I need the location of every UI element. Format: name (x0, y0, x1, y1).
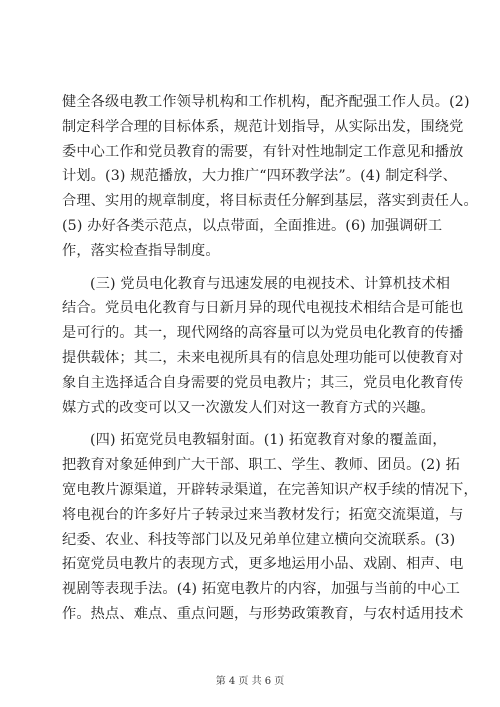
paragraph-2 (62, 272, 464, 421)
text-line: 计划。(3) 规范播放，大力推广“四环教学法”。(4) 制定科学、 (62, 168, 457, 185)
text-line: (三) 党员电化教育与迅速发展的电视技术、计算机技术相 (90, 275, 451, 292)
text-line: (5) 办好各类示范点，以点带面，全面推进。(6) 加强调研工 (62, 217, 443, 234)
document-body (62, 90, 478, 627)
page-number-footer: 第 4 页 共 6 页 (215, 676, 285, 687)
text-line: 提供载体；其二，未来电视所具有的信息处理功能可以使教育对 (62, 349, 464, 366)
text-line: 是可行的。其一，现代网络的高容量可以为党员电化教育的传播 (62, 325, 464, 342)
text-line: 视剧等表现手法。(4) 拓宽电教片的内容，加强与当前的中心工 (62, 581, 460, 598)
text-line: 象自主选择适合自身需要的党员电教片；其三，党员电化教育传 (62, 374, 464, 391)
paragraph-3 (62, 428, 478, 626)
text-line: 将电视台的许多好片子转录过来当教材发行；拓宽交流渠道，与 (62, 506, 464, 523)
text-line: 健全各级电教工作领导机构和工作机构，配齐配强工作人员。(2) (62, 94, 470, 110)
text-line: 作。热点、难点、重点问题，与形势政策教育，与农村适用技术 (62, 605, 464, 622)
text-line: 制定科学合理的目标体系，规范计划指导，从实际出发，围绕党 (62, 118, 464, 135)
text-line: 委中心工作和党员教育的需要，有针对性地制定工作意见和播放 (62, 143, 464, 160)
text-line: 宽电教片源渠道，开辟转录渠道，在完善知识产权手续的情况下， (62, 481, 478, 498)
text-line: (四) 拓宽党员电教辐射面。(1) 拓宽教育对象的覆盖面， (90, 432, 447, 449)
paragraph-1 (62, 90, 478, 264)
text-line: 拓宽党员电教片的表现方式，更多地运用小品、戏剧、相声、电 (62, 556, 464, 573)
text-line: 把教育对象延伸到广大干部、职工、学生、教师、团员。(2) 拓 (62, 457, 460, 474)
paragraph-spacer (62, 264, 448, 272)
text-line: 作，落实检查指导制度。 (62, 242, 220, 259)
text-line: 合理、实用的规章制度，将目标责任分解到基层，落实到责任人。 (62, 193, 478, 210)
text-line: 媒方式的改变可以又一次激发人们对这一教育方式的兴趣。 (62, 399, 435, 416)
text-line: 纪委、农业、科技等部门以及兄弟单位建立横向交流联系。(3) (62, 531, 456, 548)
text-line: 结合。党员电化教育与日新月异的现代电视技术相结合是可能也 (62, 300, 464, 317)
paragraph-spacer (62, 420, 448, 428)
